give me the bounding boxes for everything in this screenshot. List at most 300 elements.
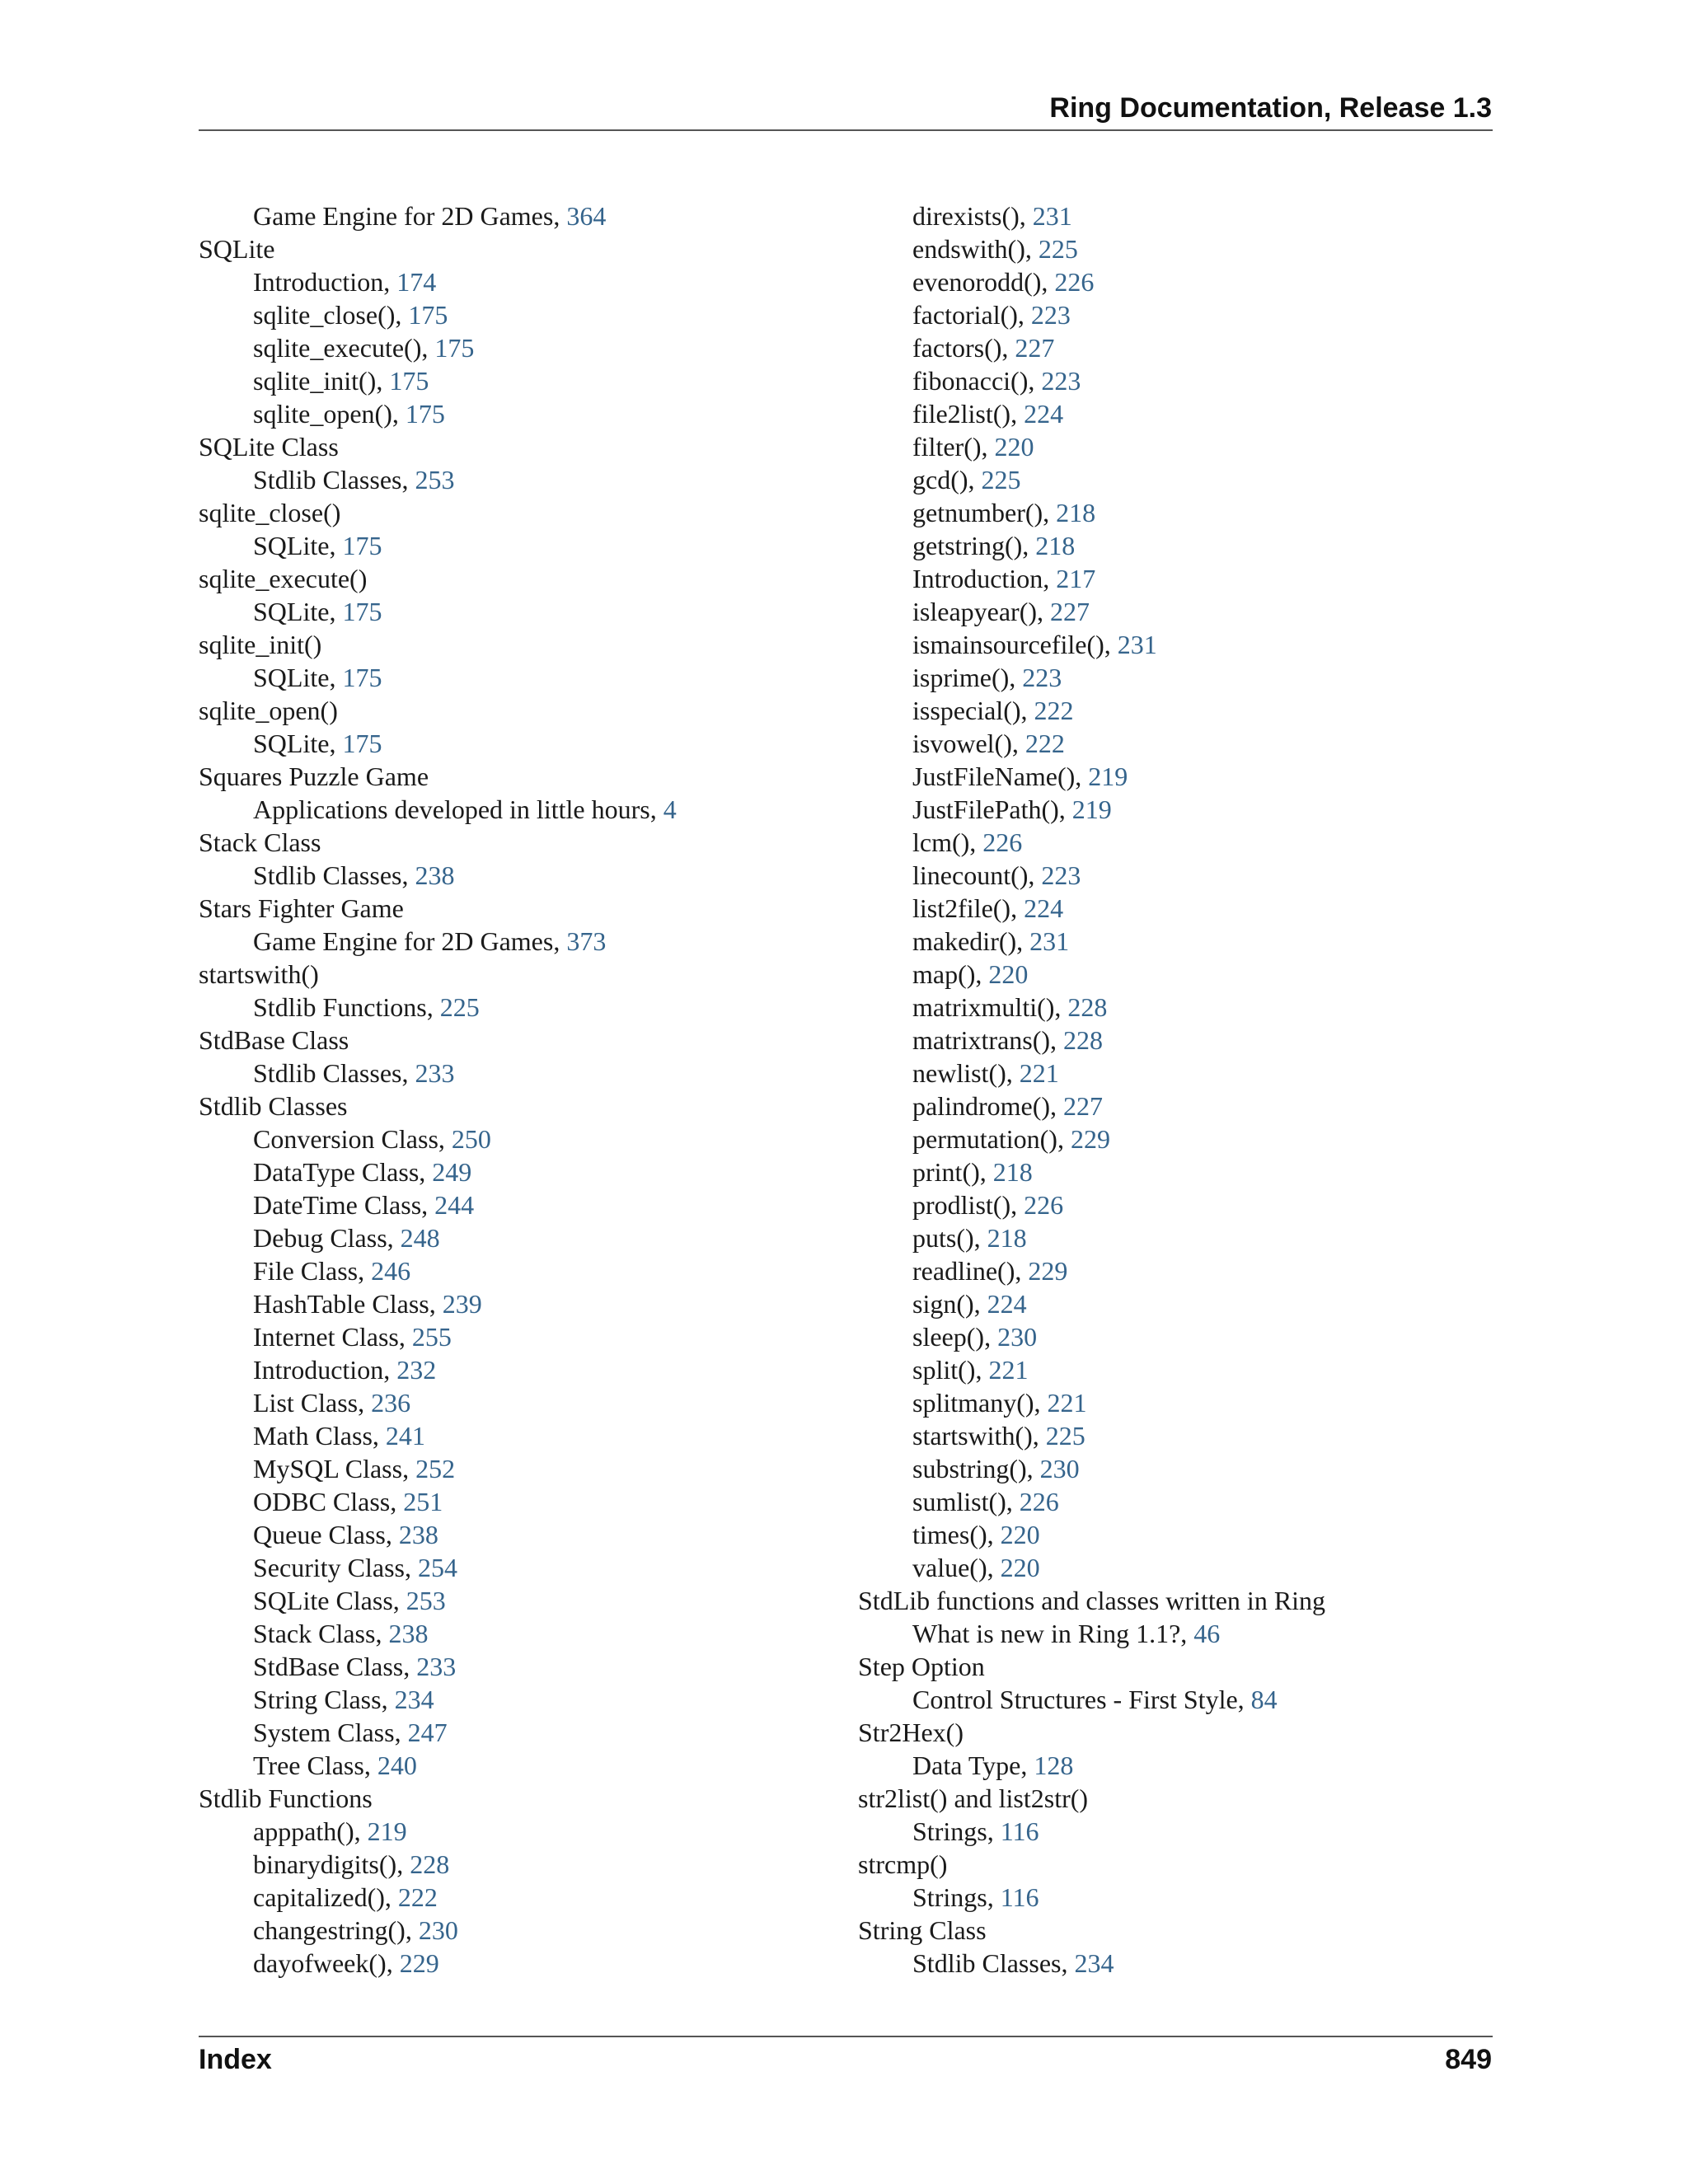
index-subentry <box>199 661 842 694</box>
page-reference-link[interactable]: 230 <box>1039 1454 1080 1483</box>
entry-label: StdLib functions and classes written in Ring <box>858 1586 1326 1615</box>
entry-label: File Class, <box>253 1256 372 1286</box>
page-reference-link[interactable]: 231 <box>1117 630 1157 659</box>
entry-label: StdBase Class <box>199 1025 349 1055</box>
page-number: 849 <box>1445 2044 1492 2075</box>
index-subentry <box>199 463 842 496</box>
entry-label: sqlite_close() <box>199 498 341 527</box>
index-subentry <box>858 1188 1501 1221</box>
entry-label: sqlite_open(), <box>253 399 406 429</box>
page-reference-link[interactable]: 247 <box>407 1718 448 1747</box>
entry-label: Tree Class, <box>253 1750 377 1780</box>
index-term <box>199 760 842 793</box>
index-subentry <box>858 1419 1501 1452</box>
page-reference-link[interactable]: 175 <box>408 300 448 330</box>
index-subentry <box>199 991 842 1024</box>
entry-label: Stdlib Classes <box>199 1091 348 1121</box>
entry-label: Strings, <box>912 1882 1001 1912</box>
entry-label: sqlite_init() <box>199 630 322 659</box>
page-reference-link[interactable]: 240 <box>377 1750 417 1780</box>
page-reference-link[interactable]: 230 <box>418 1915 458 1945</box>
page-reference-link[interactable]: 231 <box>1029 926 1070 956</box>
index-subentry <box>858 1386 1501 1419</box>
entry-label: sumlist(), <box>912 1487 1020 1516</box>
index-subentry <box>199 1551 842 1584</box>
page-reference-link[interactable]: 220 <box>988 959 1029 989</box>
entry-label: substring(), <box>912 1454 1040 1483</box>
index-term <box>199 496 842 529</box>
page-reference-link[interactable]: 225 <box>439 992 480 1022</box>
page-reference-link[interactable]: 252 <box>415 1454 456 1483</box>
entry-label: Control Structures - First Style, <box>912 1685 1251 1714</box>
entry-label: sqlite_close(), <box>253 300 409 330</box>
index-subentry <box>858 1090 1501 1122</box>
entry-label: str2list() and list2str() <box>858 1783 1089 1813</box>
entry-label: Conversion Class, <box>253 1124 452 1154</box>
index-subentry <box>199 364 842 397</box>
page-reference-link[interactable]: 224 <box>987 1289 1027 1319</box>
page-reference-link[interactable]: 218 <box>1035 531 1076 560</box>
entry-label: Stack Class, <box>253 1619 389 1648</box>
page-reference-link[interactable]: 238 <box>398 1520 438 1549</box>
index-subentry <box>858 859 1501 892</box>
page-reference-link[interactable]: 253 <box>406 1586 446 1615</box>
page-reference-link[interactable]: 229 <box>1070 1124 1110 1154</box>
page-reference-link[interactable]: 4 <box>663 794 677 824</box>
page-reference-link[interactable]: 226 <box>1024 1190 1064 1220</box>
entry-label: HashTable Class, <box>253 1289 443 1319</box>
index-subentry <box>858 1122 1501 1155</box>
entry-label: MySQL Class, <box>253 1454 416 1483</box>
entry-label: startswith(), <box>912 1421 1046 1451</box>
page-reference-link[interactable]: 226 <box>1054 267 1095 297</box>
index-subentry <box>199 1485 842 1518</box>
entry-label: startswith() <box>199 959 319 989</box>
index-subentry <box>858 661 1501 694</box>
entry-label: Introduction, <box>253 267 397 297</box>
index-subentry <box>858 991 1501 1024</box>
page-reference-link[interactable]: 175 <box>342 597 382 626</box>
page-reference-link[interactable]: 219 <box>1071 794 1112 824</box>
page-reference-link[interactable]: 218 <box>987 1223 1027 1253</box>
entry-label: Game Engine for 2D Games, <box>253 201 567 231</box>
entry-label: List Class, <box>253 1388 372 1418</box>
index-subentry <box>858 628 1501 661</box>
index-term <box>199 1024 842 1057</box>
entry-label: print(), <box>912 1157 993 1187</box>
index-subentry <box>858 265 1501 298</box>
entry-label: palindrome(), <box>912 1091 1064 1121</box>
page-reference-link[interactable]: 222 <box>397 1882 438 1912</box>
index-subentry <box>858 826 1501 859</box>
entry-label: Stdlib Classes, <box>253 465 415 494</box>
entry-label: SQLite, <box>253 597 343 626</box>
page-reference-link[interactable]: 248 <box>400 1223 440 1253</box>
page-reference-link[interactable]: 254 <box>417 1553 457 1582</box>
index-subentry <box>199 298 842 331</box>
index-subentry <box>858 1749 1501 1782</box>
index-subentry <box>858 925 1501 958</box>
page-reference-link[interactable]: 364 <box>566 201 607 231</box>
entry-label: changestring(), <box>253 1915 419 1945</box>
entry-label: list2file(), <box>912 893 1025 923</box>
page-reference-link[interactable]: 228 <box>1063 1025 1104 1055</box>
entry-label: Stdlib Classes, <box>912 1948 1075 1978</box>
index-subentry <box>858 793 1501 826</box>
page-reference-link[interactable]: 218 <box>1056 498 1096 527</box>
entry-label: Introduction, <box>912 564 1057 593</box>
index-column-left <box>199 199 842 1980</box>
index-subentry <box>858 1881 1501 1914</box>
index-subentry <box>199 397 842 430</box>
index-term <box>199 232 842 265</box>
entry-label: sqlite_execute() <box>199 564 368 593</box>
entry-label: split(), <box>912 1355 989 1385</box>
page-reference-link[interactable]: 222 <box>1034 696 1074 725</box>
page-reference-link[interactable]: 220 <box>994 432 1034 462</box>
page-reference-link[interactable]: 225 <box>981 465 1021 494</box>
entry-label: String Class <box>858 1915 987 1945</box>
page-reference-link[interactable]: 233 <box>416 1652 457 1681</box>
entry-label: linecount(), <box>912 860 1042 890</box>
entry-label: capitalized(), <box>253 1882 398 1912</box>
index-subentry <box>199 1320 842 1353</box>
entry-label: binarydigits(), <box>253 1849 410 1879</box>
page-reference-link[interactable]: 241 <box>385 1421 425 1451</box>
page-reference-link[interactable]: 232 <box>396 1355 437 1385</box>
index-term <box>199 958 842 991</box>
page-reference-link[interactable]: 175 <box>389 366 429 396</box>
index-subentry <box>858 298 1501 331</box>
entry-label: filter(), <box>912 432 995 462</box>
index-subentry <box>199 1057 842 1090</box>
index-subentry <box>199 1353 842 1386</box>
index-term <box>858 1716 1501 1749</box>
entry-label: DateTime Class, <box>253 1190 435 1220</box>
entry-label: puts(), <box>912 1223 987 1253</box>
index-subentry <box>199 1881 842 1914</box>
index-subentry <box>199 199 842 232</box>
entry-label: Math Class, <box>253 1421 386 1451</box>
page-reference-link[interactable]: 220 <box>1000 1520 1040 1549</box>
page-reference-link[interactable]: 223 <box>1022 663 1062 692</box>
index-subentry <box>199 1122 842 1155</box>
entry-label: StdBase Class, <box>253 1652 417 1681</box>
index-subentry <box>858 1287 1501 1320</box>
entry-label: SQLite, <box>253 663 343 692</box>
index-subentry <box>199 595 842 628</box>
entry-label: file2list(), <box>912 399 1025 429</box>
index-subentry <box>858 1683 1501 1716</box>
page-reference-link[interactable]: 234 <box>1074 1948 1114 1978</box>
entry-label: dayofweek(), <box>253 1948 400 1978</box>
index-subentry <box>199 1815 842 1848</box>
index-subentry <box>858 1024 1501 1057</box>
index-subentry <box>858 1254 1501 1287</box>
index-term <box>858 1848 1501 1881</box>
entry-label: Stdlib Classes, <box>253 1058 415 1088</box>
entry-label: direxists(), <box>912 201 1033 231</box>
entry-label: splitmany(), <box>912 1388 1048 1418</box>
entry-label: What is new in Ring 1.1?, <box>912 1619 1194 1648</box>
entry-label: Squares Puzzle Game <box>199 762 429 791</box>
index-subentry <box>858 1452 1501 1485</box>
page-reference-link[interactable]: 116 <box>1000 1882 1039 1912</box>
entry-label: SQLite, <box>253 531 343 560</box>
page-reference-link[interactable]: 230 <box>997 1322 1038 1352</box>
page-reference-link[interactable]: 239 <box>442 1289 482 1319</box>
index-subentry <box>199 1518 842 1551</box>
index-subentry <box>858 595 1501 628</box>
index-subentry <box>199 1947 842 1980</box>
index-subentry <box>858 430 1501 463</box>
entry-label: DataType Class, <box>253 1157 433 1187</box>
entry-label: getstring(), <box>912 531 1036 560</box>
page-reference-link[interactable]: 231 <box>1032 201 1072 231</box>
entry-label: Str2Hex() <box>858 1718 964 1747</box>
index-term <box>199 562 842 595</box>
entry-label: factorial(), <box>912 300 1031 330</box>
page-reference-link[interactable]: 233 <box>415 1058 455 1088</box>
index-subentry <box>199 1914 842 1947</box>
page-reference-link[interactable]: 220 <box>1000 1553 1040 1582</box>
page-reference-link[interactable]: 223 <box>1030 300 1071 330</box>
entry-label: value(), <box>912 1553 1001 1582</box>
entry-label: gcd(), <box>912 465 982 494</box>
entry-label: ODBC Class, <box>253 1487 404 1516</box>
entry-label: isleapyear(), <box>912 597 1051 626</box>
index-subentry <box>199 1287 842 1320</box>
index-subentry <box>858 199 1501 232</box>
page-reference-link[interactable]: 175 <box>342 663 382 692</box>
entry-label: Step Option <box>858 1652 985 1681</box>
index-subentry <box>199 1749 842 1782</box>
entry-label: sqlite_open() <box>199 696 338 725</box>
entry-label: SQLite Class <box>199 432 339 462</box>
page-reference-link[interactable]: 251 <box>403 1487 443 1516</box>
index-subentry <box>858 958 1501 991</box>
entry-label: prodlist(), <box>912 1190 1025 1220</box>
index-subentry <box>199 1584 842 1617</box>
index-subentry <box>858 397 1501 430</box>
entry-label: isprime(), <box>912 663 1023 692</box>
index-subentry <box>199 529 842 562</box>
index-term <box>858 1650 1501 1683</box>
page-reference-link[interactable]: 234 <box>394 1685 434 1714</box>
index-subentry <box>199 1617 842 1650</box>
page-reference-link[interactable]: 224 <box>1024 893 1064 923</box>
entry-label: Debug Class, <box>253 1223 401 1253</box>
page-reference-link[interactable]: 218 <box>992 1157 1033 1187</box>
index-subentry <box>858 232 1501 265</box>
page-reference-link[interactable]: 238 <box>388 1619 429 1648</box>
index-term <box>199 430 842 463</box>
index-subentry <box>858 496 1501 529</box>
index-term <box>199 1782 842 1815</box>
page-reference-link[interactable]: 225 <box>1045 1421 1085 1451</box>
page-reference-link[interactable]: 222 <box>1025 729 1065 758</box>
entry-label: isvowel(), <box>912 729 1025 758</box>
index-subentry <box>858 1320 1501 1353</box>
page-reference-link[interactable]: 229 <box>1028 1256 1068 1286</box>
index-subentry <box>858 1155 1501 1188</box>
entry-label: strcmp() <box>858 1849 948 1879</box>
entry-label: sign(), <box>912 1289 987 1319</box>
entry-label: permutation(), <box>912 1124 1071 1154</box>
index-term <box>199 628 842 661</box>
page-reference-link[interactable]: 228 <box>410 1849 450 1879</box>
page-reference-link[interactable]: 223 <box>1041 860 1081 890</box>
page-reference-link[interactable]: 227 <box>1015 333 1055 363</box>
page-reference-link[interactable]: 228 <box>1067 992 1108 1022</box>
page-reference-link[interactable]: 46 <box>1193 1619 1221 1648</box>
page-reference-link[interactable]: 226 <box>982 827 1023 857</box>
index-subentry <box>858 562 1501 595</box>
page-reference-link[interactable]: 236 <box>371 1388 411 1418</box>
index-subentry <box>199 1716 842 1749</box>
page-reference-link[interactable]: 174 <box>396 267 437 297</box>
index-subentry <box>858 1485 1501 1518</box>
index-subentry <box>199 859 842 892</box>
entry-label: System Class, <box>253 1718 408 1747</box>
page-reference-link[interactable]: 229 <box>399 1948 439 1978</box>
entry-label: lcm(), <box>912 827 983 857</box>
page-reference-link[interactable]: 128 <box>1034 1750 1074 1780</box>
index-subentry <box>199 1683 842 1716</box>
index-subentry <box>858 727 1501 760</box>
entry-label: Strings, <box>912 1816 1001 1846</box>
index-column-right <box>858 199 1501 1980</box>
index-subentry <box>858 463 1501 496</box>
page-reference-link[interactable]: 84 <box>1250 1685 1278 1714</box>
entry-label: factors(), <box>912 333 1015 363</box>
entry-label: Security Class, <box>253 1553 418 1582</box>
entry-label: matrixmulti(), <box>912 992 1068 1022</box>
index-subentry <box>199 1452 842 1485</box>
entry-label: fibonacci(), <box>912 366 1042 396</box>
entry-label: Data Type, <box>912 1750 1034 1780</box>
page-reference-link[interactable]: 223 <box>1041 366 1081 396</box>
index-subentry <box>858 1617 1501 1650</box>
entry-label: Stack Class <box>199 827 321 857</box>
index-subentry <box>858 529 1501 562</box>
index-subentry <box>199 1386 842 1419</box>
page-reference-link[interactable]: 175 <box>434 333 475 363</box>
page-reference-link[interactable]: 221 <box>1047 1388 1087 1418</box>
page-reference-link[interactable]: 219 <box>367 1816 407 1846</box>
index-term <box>199 694 842 727</box>
entry-label: Game Engine for 2D Games, <box>253 926 567 956</box>
entry-label: Introduction, <box>253 1355 397 1385</box>
index-subentry <box>858 1518 1501 1551</box>
index-subentry <box>199 331 842 364</box>
index-subentry <box>199 1221 842 1254</box>
entry-label: sqlite_execute(), <box>253 333 435 363</box>
footer-section-label: Index <box>199 2044 272 2075</box>
page-reference-link[interactable]: 246 <box>371 1256 411 1286</box>
entry-label: sleep(), <box>912 1322 998 1352</box>
page-reference-link[interactable]: 227 <box>1050 597 1090 626</box>
index-subentry <box>858 1551 1501 1584</box>
entry-label: Stdlib Functions <box>199 1783 373 1813</box>
entry-label: readline(), <box>912 1256 1029 1286</box>
index-subentry <box>858 1221 1501 1254</box>
header-divider <box>199 129 1493 131</box>
entry-label: times(), <box>912 1520 1001 1549</box>
entry-label: apppath(), <box>253 1816 368 1846</box>
page-reference-link[interactable]: 221 <box>1019 1058 1059 1088</box>
entry-label: Stdlib Functions, <box>253 992 440 1022</box>
index-subentry <box>858 1947 1501 1980</box>
page-reference-link[interactable]: 227 <box>1063 1091 1104 1121</box>
entry-label: sqlite_init(), <box>253 366 390 396</box>
page-reference-link[interactable]: 244 <box>434 1190 475 1220</box>
page-reference-link[interactable]: 175 <box>342 531 382 560</box>
index-subentry <box>199 1155 842 1188</box>
index-subentry <box>199 1188 842 1221</box>
page-reference-link[interactable]: 175 <box>342 729 382 758</box>
entry-label: Applications developed in little hours, <box>253 794 663 824</box>
entry-label: Queue Class, <box>253 1520 399 1549</box>
index-subentry <box>858 892 1501 925</box>
page-reference-link[interactable]: 249 <box>432 1157 472 1187</box>
entry-label: endswith(), <box>912 234 1039 264</box>
page-reference-link[interactable]: 224 <box>1024 399 1064 429</box>
entry-label: makedir(), <box>912 926 1030 956</box>
entry-label: getnumber(), <box>912 498 1057 527</box>
entry-label: map(), <box>912 959 989 989</box>
index-subentry <box>199 1419 842 1452</box>
entry-label: ismainsourcefile(), <box>912 630 1118 659</box>
page-reference-link[interactable]: 217 <box>1056 564 1096 593</box>
entry-label: JustFilePath(), <box>912 794 1072 824</box>
index-subentry <box>858 1057 1501 1090</box>
page-reference-link[interactable]: 255 <box>411 1322 452 1352</box>
entry-label: String Class, <box>253 1685 395 1714</box>
index-subentry <box>199 727 842 760</box>
index-subentry <box>199 1254 842 1287</box>
index-subentry <box>199 925 842 958</box>
entry-label: newlist(), <box>912 1058 1020 1088</box>
entry-label: evenorodd(), <box>912 267 1055 297</box>
page-reference-link[interactable]: 175 <box>405 399 445 429</box>
entry-label: Stars Fighter Game <box>199 893 404 923</box>
page-reference-link[interactable]: 225 <box>1038 234 1078 264</box>
page-reference-link[interactable]: 219 <box>1088 762 1128 791</box>
index-subentry <box>199 1650 842 1683</box>
page-reference-link[interactable]: 226 <box>1019 1487 1059 1516</box>
entry-label: SQLite <box>199 234 275 264</box>
index-subentry <box>199 1848 842 1881</box>
index-term <box>199 892 842 925</box>
index-term <box>199 1090 842 1122</box>
entry-label: Stdlib Classes, <box>253 860 415 890</box>
index-subentry <box>858 694 1501 727</box>
page-reference-link[interactable]: 250 <box>451 1124 491 1154</box>
index-subentry <box>858 1815 1501 1848</box>
page-reference-link[interactable]: 253 <box>415 465 455 494</box>
entry-label: isspecial(), <box>912 696 1034 725</box>
index-term <box>858 1914 1501 1947</box>
page-reference-link[interactable]: 373 <box>566 926 607 956</box>
page-reference-link[interactable]: 221 <box>988 1355 1029 1385</box>
index-subentry <box>858 1353 1501 1386</box>
index-subentry <box>858 331 1501 364</box>
page-reference-link[interactable]: 116 <box>1000 1816 1039 1846</box>
index-term <box>858 1782 1501 1815</box>
index-subentry <box>199 265 842 298</box>
page-reference-link[interactable]: 238 <box>415 860 455 890</box>
